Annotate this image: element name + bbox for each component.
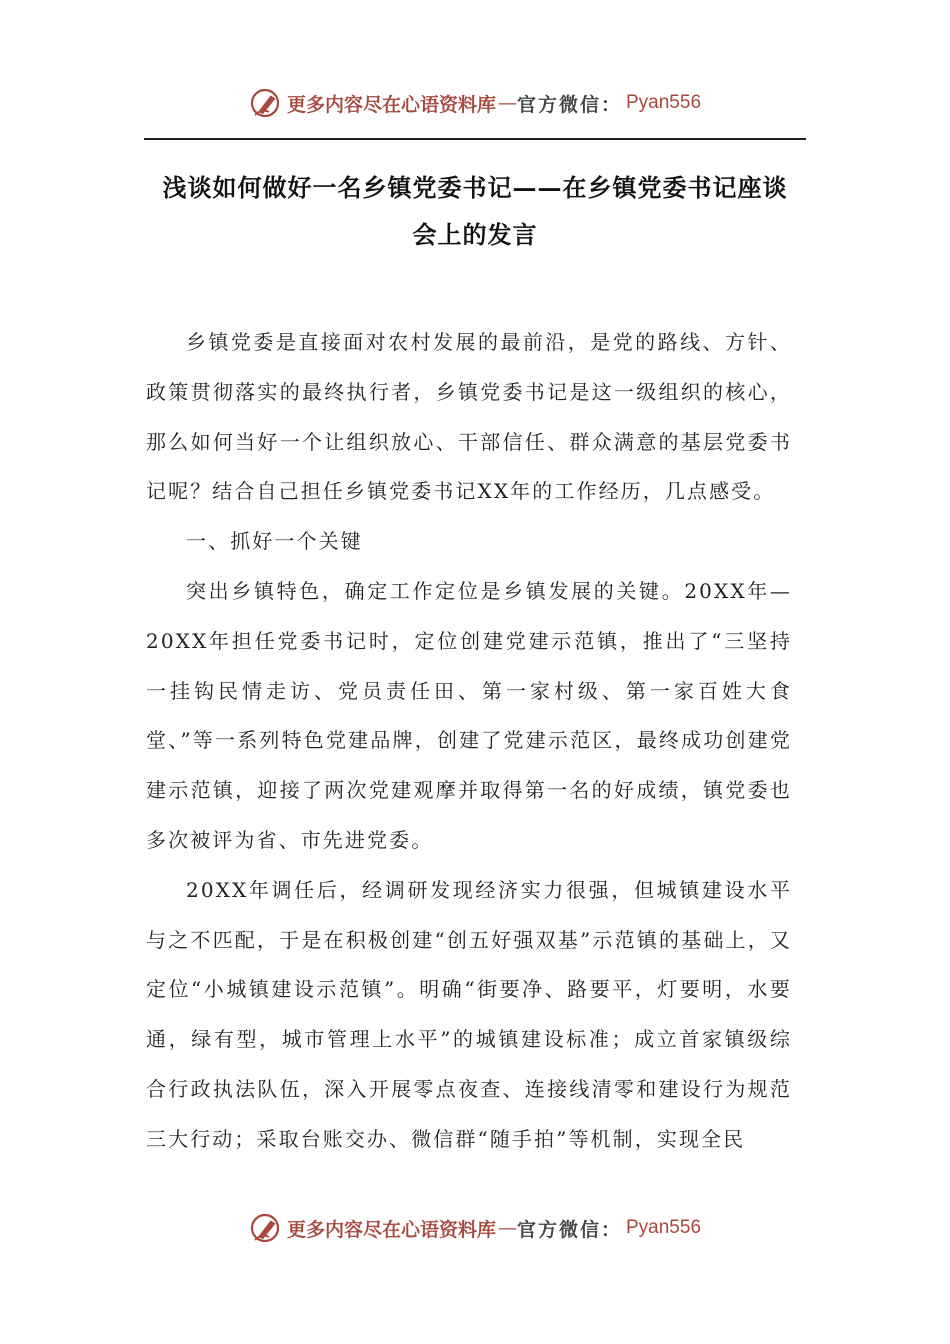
paragraph-party-building: 突出乡镇特色，确定工作定位是乡镇发展的关键。20XX年—20XX年担任党委书记时，定位创建党建示范镇，推出了“三坚持一挂钩民情走访、党员责任田、第一家村级、第一家百姓大食堂、”等一系列特色党建品牌，创建了党建示范区，最终成功创建党建示范镇，迎接了两次党建观摩并取得第一名的好成绩，镇党委也多次被评为省、市先进党委。 <box>146 578 792 852</box>
document-title-line-1: 浅谈如何做好一名乡镇党委书记——在乡镇党委书记座谈 <box>162 173 788 202</box>
section-heading: 一、抓好一个关键 <box>186 529 363 554</box>
footer-banner-separator: — <box>497 1217 515 1239</box>
document-body <box>146 318 792 1165</box>
footer-banner <box>0 1208 950 1248</box>
document-title <box>146 164 804 258</box>
footer-banner-wechat-id: Pyan556 <box>626 1217 702 1238</box>
footer-banner-main: 更多内容尽在心语资料库 <box>286 1218 496 1241</box>
header-banner-separator: — <box>497 92 515 114</box>
header-banner <box>0 83 950 123</box>
footer-banner-label: 官方微信： <box>516 1218 622 1241</box>
paragraph-intro: 乡镇党委是直接面对农村发展的最前沿，是党的路线、方针、政策贯彻落实的最终执行者，乡镇党委书记是这一级组织的核心，那么如何当好一个让组织放心、干部信任、群众满意的基层党委书记呢？结合自己担任乡镇党委书记XX年的工作经历，几点感受。 <box>146 330 792 504</box>
pen-nib-logo-icon <box>249 86 283 120</box>
footer-banner-text <box>287 1215 701 1242</box>
document-title-line-2: 会上的发言 <box>412 220 538 249</box>
paragraph-town-construction: 20XX年调任后，经调研发现经济实力很强，但城镇建设水平与之不匹配，于是在积极创建“创五好强双基”示范镇的基础上，又定位“小城镇建设示范镇”。明确“街要净、路要平，灯要明，水要通，绿有型，城市管理上水平”的城镇建设标准；成立首家镇级综合行政执法队伍，深入开展零点夜查、连接线清零和建设行为规范三大行动；采取台账交办、微信群“随手拍”等机制，实现全民 <box>146 877 792 1151</box>
header-banner-wechat-id: Pyan556 <box>626 92 702 113</box>
header-banner-label: 官方微信： <box>516 93 622 116</box>
pen-nib-logo-icon <box>249 1211 283 1245</box>
header-banner-main: 更多内容尽在心语资料库 <box>286 93 496 116</box>
header-banner-text <box>287 90 701 117</box>
header-divider <box>144 138 806 140</box>
